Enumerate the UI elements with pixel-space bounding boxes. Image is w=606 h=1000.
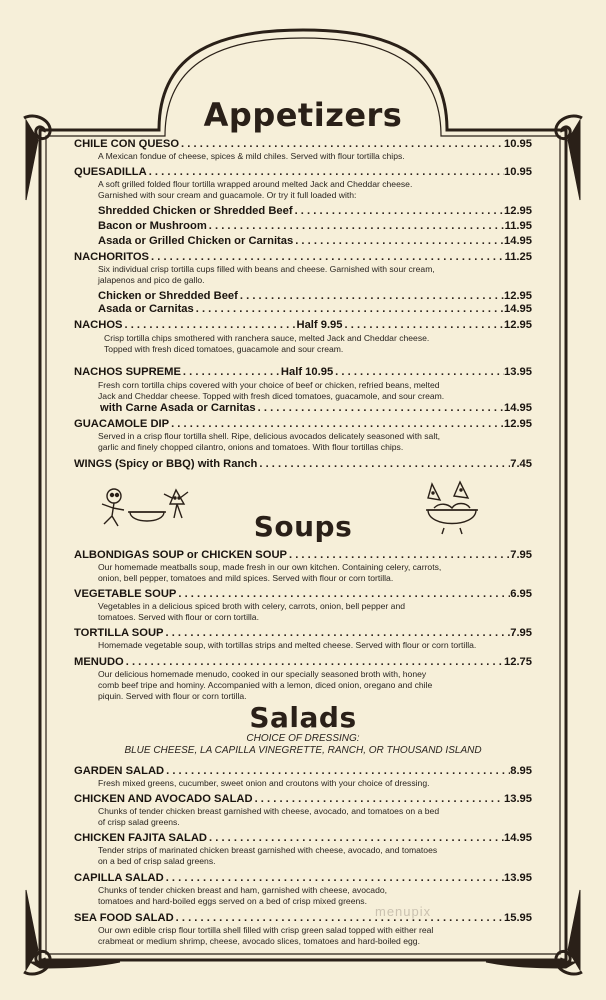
leader-dots <box>343 319 504 332</box>
menu-item-sea-food-salad <box>74 912 532 925</box>
leader-dots <box>149 251 505 264</box>
option-price: 14.95 <box>504 303 532 315</box>
menu-item-chicken-fajita-salad <box>74 832 532 845</box>
item-price: 7.45 <box>510 458 532 470</box>
item-description: onion, bell pepper, tomatoes and mild spices. Served with flour or corn tortilla. <box>98 573 394 583</box>
item-description: Our delicious homemade menudo, cooked in our specially seasoned broth with, honey <box>98 669 427 679</box>
item-description: Jack and Cheddar cheese. Topped with fresh diced tomatoes, guacamole, and sour cream. <box>98 391 445 401</box>
leader-dots <box>179 138 504 151</box>
item-description: Crisp tortilla chips smothered with ranchera sauce, melted Jack and Cheddar cheese. <box>104 333 430 343</box>
menu-item-capilla-salad <box>74 872 532 885</box>
item-price: 7.95 <box>510 549 532 561</box>
option-price: 14.95 <box>504 402 532 414</box>
item-name: CHILE CON QUESO <box>74 138 180 150</box>
option-row <box>98 303 532 316</box>
menu-item-garden-salad <box>74 765 532 778</box>
item-name: TORTILLA SOUP <box>74 627 164 639</box>
leader-dots <box>333 366 504 379</box>
leader-dots <box>293 235 504 248</box>
item-description: tomatoes. Served with flour or corn tortilla. <box>98 612 259 622</box>
item-name: CHICKEN FAJITA SALAD <box>74 832 208 844</box>
leader-dots <box>174 912 504 925</box>
item-name: GARDEN SALAD <box>74 765 165 777</box>
salads-title: Salads <box>249 701 357 734</box>
item-name: WINGS (Spicy or BBQ) with Ranch <box>74 458 258 470</box>
leader-dots <box>164 765 510 778</box>
item-description: Topped with fresh diced tomatoes, guacamole and sour cream. <box>104 344 344 354</box>
leader-dots <box>293 205 504 218</box>
item-description: Six individual crisp tortilla cups filled with beans and cheese. Garnished with sour cream, <box>98 264 435 274</box>
half-price: Half 10.95 <box>280 366 334 378</box>
half-price: Half 9.95 <box>296 319 343 331</box>
item-name: ALBONDIGAS SOUP or CHICKEN SOUP <box>74 549 287 561</box>
item-name: MENUDO <box>74 656 124 668</box>
dressing-label: CHOICE OF DRESSING: <box>246 733 360 744</box>
leader-dots <box>257 458 510 471</box>
item-price: 12.75 <box>504 656 532 668</box>
item-price: 13.95 <box>504 872 532 884</box>
item-name: CHICKEN AND AVOCADO SALAD <box>74 793 253 805</box>
item-price: 15.95 <box>504 912 532 924</box>
item-description: jalapenos and pico de gallo. <box>98 275 205 285</box>
item-description: comb beef tripe and hominy. Accompanied with a lemon, diced onion, oregano and chile <box>98 680 433 690</box>
item-price: 12.95 <box>504 319 532 331</box>
item-name: NACHOS SUPREME <box>74 366 181 378</box>
item-price: 12.95 <box>504 418 532 430</box>
item-name: CAPILLA SALAD <box>74 872 164 884</box>
item-description: of crisp salad greens. <box>98 817 180 827</box>
item-name: SEA FOOD SALAD <box>74 912 174 924</box>
item-name: VEGETABLE SOUP <box>74 588 177 600</box>
appetizers-title: Appetizers <box>203 96 403 134</box>
menu-item-quesadilla <box>74 166 532 179</box>
option-row <box>98 290 532 303</box>
item-description: Vegetables in a delicious spiced broth with celery, carrots, onion, bell pepper and <box>98 601 406 611</box>
option-price: 12.95 <box>504 290 532 302</box>
leader-dots <box>147 166 504 179</box>
item-description: A Mexican fondue of cheese, spices & mild chiles. Served with flour tortilla chips. <box>98 151 405 161</box>
item-name: NACHOS <box>74 319 123 331</box>
item-description: Tender strips of marinated chicken breast garnished with cheese, avocado, and tomatoes <box>98 845 438 855</box>
option-row <box>100 402 532 415</box>
menu-item-menudo <box>74 656 532 669</box>
option-price: 12.95 <box>504 205 532 217</box>
leader-dots <box>181 366 281 379</box>
item-description: garlic and finely chopped cilantro, onions and tomatoes. With flour tortillas chips. <box>98 442 404 452</box>
leader-dots <box>164 627 511 640</box>
option-price: 14.95 <box>504 235 532 247</box>
soups-title: Soups <box>253 510 353 543</box>
menu-item-albondigas-soup <box>74 549 532 562</box>
item-price: 13.95 <box>504 793 532 805</box>
option-row <box>98 220 532 233</box>
item-description: piquin. Served with flour or corn tortilla. <box>98 691 247 701</box>
leader-dots <box>124 656 504 669</box>
option-name: Bacon or Mushroom <box>98 220 207 232</box>
item-description: Chunks of tender chicken breast and ham, garnished with cheese, avocado, <box>98 885 388 895</box>
option-row <box>98 235 532 248</box>
menu-item-tortilla-soup <box>74 627 532 640</box>
leader-dots <box>169 418 504 431</box>
item-description: Fresh mixed greens, cucumber, sweet onion and croutons with your choice of dressing. <box>98 778 430 788</box>
option-name: Asada or Carnitas <box>98 303 194 315</box>
item-name: GUACAMOLE DIP <box>74 418 170 430</box>
dressing-list: BLUE CHEESE, LA CAPILLA VINEGRETTE, RANCH, OR THOUSAND ISLAND <box>124 745 482 756</box>
menu-item-chile-con-queso <box>74 138 532 151</box>
leader-dots <box>253 793 504 806</box>
item-description: Our homemade meatballs soup, made fresh in our own kitchen. Containing celery, carrots, <box>98 562 442 572</box>
item-description: A soft grilled folded flour tortilla wrapped around melted Jack and Cheddar cheese. <box>98 179 413 189</box>
menu-item-nachos-supreme <box>74 366 532 379</box>
leader-dots <box>207 220 505 233</box>
option-name: Shredded Chicken or Shredded Beef <box>98 205 293 217</box>
option-name: Asada or Grilled Chicken or Carnitas <box>98 235 294 247</box>
item-description: Chunks of tender chicken breast garnished with cheese, avocado, and tomatoes on a bed <box>98 806 440 816</box>
leader-dots <box>256 402 504 415</box>
item-price: 10.95 <box>504 138 532 150</box>
item-price: 14.95 <box>504 832 532 844</box>
leader-dots <box>164 872 504 885</box>
item-name: NACHORITOS <box>74 251 150 263</box>
item-description: on a bed of crisp salad greens. <box>98 856 216 866</box>
leader-dots <box>287 549 510 562</box>
item-description: Garnished with sour cream and guacamole. Or try it full loaded with: <box>98 190 357 200</box>
item-price: 10.95 <box>504 166 532 178</box>
item-description: Fresh corn tortilla chips covered with your choice of beef or chicken, refried beans, melted <box>98 380 440 390</box>
menu-item-nachos <box>74 319 532 332</box>
item-price: 6.95 <box>510 588 532 600</box>
item-description: Homemade vegetable soup, with tortillas strips and melted cheese. Served with flour or corn tortilla. <box>98 640 477 650</box>
option-name: with Carne Asada or Carnitas <box>100 402 256 414</box>
option-name: Chicken or Shredded Beef <box>98 290 238 302</box>
item-name: QUESADILLA <box>74 166 147 178</box>
menu-item-vegetable-soup <box>74 588 532 601</box>
watermark: menupix <box>375 904 432 919</box>
item-description: tomatoes and hard-boiled eggs served on a bed of crisp mixed greens. <box>98 896 367 906</box>
leader-dots <box>207 832 504 845</box>
item-price: 8.95 <box>510 765 532 777</box>
leader-dots <box>238 290 504 303</box>
item-price: 7.95 <box>510 627 532 639</box>
leader-dots <box>176 588 510 601</box>
menu-item-guacamole-dip <box>74 418 532 431</box>
item-price: 11.25 <box>504 251 532 263</box>
menu-item-nachoritos <box>74 251 532 264</box>
option-row <box>98 205 532 218</box>
leader-dots <box>122 319 296 332</box>
leader-dots <box>194 303 504 316</box>
item-description: Our own edible crisp flour tortilla shell filled with crisp green salad topped with either real <box>98 925 434 935</box>
option-price: 11.95 <box>504 220 532 232</box>
item-description: Served in a crisp flour tortilla shell. Ripe, delicious avocados delicately seasoned with salt, <box>98 431 441 441</box>
item-description: crabmeat or medium shrimp, cheese, avocado slices, tomatoes and hard-boiled egg. <box>98 936 420 946</box>
menu-item-chicken-avocado-salad <box>74 793 532 806</box>
menu-item-wings <box>74 458 532 471</box>
item-price: 13.95 <box>504 366 532 378</box>
